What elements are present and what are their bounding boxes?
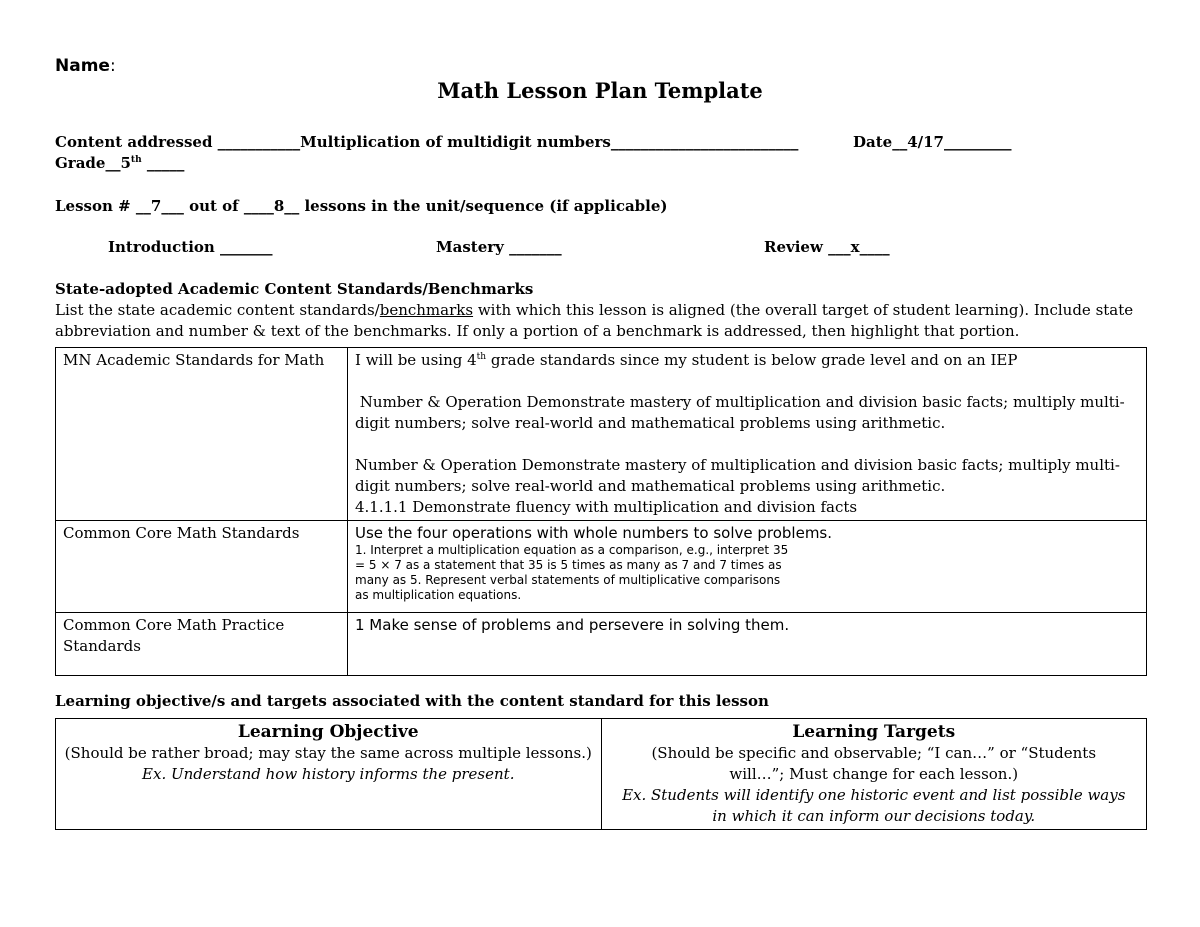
content-blank-pre: ___________ xyxy=(217,133,301,151)
mastery-blank: _______ xyxy=(509,238,562,256)
review-value: x xyxy=(850,238,860,256)
row-label: Common Core Math Standards xyxy=(56,521,348,613)
table-row xyxy=(56,613,1147,676)
learning-objective-cell xyxy=(56,719,602,830)
content-value: Multiplication of multidigit numbers xyxy=(300,133,611,151)
lesson-number-line xyxy=(55,197,668,215)
cc-line1: Use the four operations with whole numbers to solve problems. xyxy=(355,524,833,542)
date-blank-pre: __ xyxy=(892,133,908,151)
learning-targets-title: Learning Targets xyxy=(792,722,956,742)
objectives-table xyxy=(55,718,1147,830)
lesson-blank-post: ___ xyxy=(161,197,184,215)
date-line xyxy=(853,133,1012,151)
grade-blank-post: _____ xyxy=(141,154,185,172)
name-colon: : xyxy=(109,56,116,76)
content-label: Content addressed xyxy=(55,133,218,151)
standards-table xyxy=(55,347,1147,676)
review-line xyxy=(764,238,890,256)
learning-targets-cell xyxy=(601,719,1147,830)
mn-line1 xyxy=(355,350,1139,371)
learning-targets-desc: (Should be specific and observable; “I can…” or “Students will…”; Must change for each lesson.) xyxy=(651,744,1097,783)
mn-line1-pre: I will be using 4 xyxy=(355,351,477,369)
cc-small-line: = 5 × 7 as a statement that 35 is 5 times as many as 7 and 7 times as xyxy=(355,558,782,572)
table-row xyxy=(56,719,1147,830)
ccp-line1: 1 Make sense of problems and persevere in solving them. xyxy=(355,616,790,634)
table-row xyxy=(56,348,1147,521)
mastery-line xyxy=(436,238,562,256)
mn-para3: Number & Operation Demonstrate mastery of multiplication and division basic facts; multiply multi-digit numbers; solve real-world and mathematical problems using arithmetic. xyxy=(355,456,1120,495)
mastery-label: Mastery xyxy=(436,238,510,256)
introduction-label: Introduction xyxy=(108,238,221,256)
lesson-label: Lesson # xyxy=(55,197,136,215)
learning-objective-example: Ex. Understand how history informs the present. xyxy=(142,765,515,783)
date-blank-post: _________ xyxy=(944,133,1012,151)
lessons-suffix: lessons in the unit/sequence (if applicable) xyxy=(299,197,668,215)
mn-line1-post: grade standards since my student is below grade level and on an IEP xyxy=(486,351,1018,369)
learning-targets-example: Ex. Students will identify one historic event and list possible ways in which it can inform our decisions today. xyxy=(622,786,1126,825)
objectives-heading: Learning objective/s and targets associated with the content standard for this lesson xyxy=(55,692,769,710)
row-label: MN Academic Standards for Math xyxy=(56,348,348,521)
name-label: Name xyxy=(55,56,110,76)
introduction-line xyxy=(108,238,273,256)
lesson-value: 7 xyxy=(150,197,162,215)
grade-line xyxy=(55,154,184,172)
grade-label: Grade xyxy=(55,154,106,172)
standards-description xyxy=(55,300,1145,342)
review-blank-pre: ___ xyxy=(828,238,851,256)
learning-objective-desc: (Should be rather broad; may stay the same across multiple lessons.) xyxy=(64,744,592,762)
review-label: Review xyxy=(764,238,829,256)
mn-line1-sup: th xyxy=(476,352,487,362)
row-content xyxy=(348,613,1147,676)
lesson-blank-pre: __ xyxy=(135,197,151,215)
page-title: Math Lesson Plan Template xyxy=(437,78,763,103)
name-field xyxy=(55,56,116,76)
cc-small-line: as multiplication equations. xyxy=(355,588,522,602)
out-of-value: 8 xyxy=(273,197,285,215)
cc-small-line: 1. Interpret a multiplication equation as a comparison, e.g., interpret 35 xyxy=(355,543,789,557)
introduction-blank: _______ xyxy=(220,238,273,256)
standards-desc-part2: with which this lesson is aligned (the overall target of student learning). Include state abbreviation and number & text of the benchmarks. If only a portion of a benchmark is addressed, then highlight that portion. xyxy=(55,301,1134,340)
mn-para2: Number & Operation Demonstrate mastery of multiplication and division basic facts; multiply multi-digit numbers; solve real-world and mathematical problems using arithmetic. xyxy=(355,393,1125,432)
standards-heading: State-adopted Academic Content Standards/Benchmarks xyxy=(55,280,534,298)
grade-value: 5 xyxy=(120,154,131,172)
standards-desc-underlined: benchmarks xyxy=(379,301,474,319)
table-row xyxy=(56,521,1147,613)
content-addressed-line xyxy=(55,133,798,151)
mn-para4: 4.1.1.1 Demonstrate fluency with multiplication and division facts xyxy=(355,498,858,516)
standards-desc-part1: List the state academic content standards/ xyxy=(55,301,380,319)
date-value: 4/17 xyxy=(907,133,944,151)
review-blank-post: ____ xyxy=(859,238,890,256)
grade-superscript: th xyxy=(130,155,142,165)
row-label: Common Core Math Practice Standards xyxy=(56,613,348,676)
cc-small-line: many as 5. Represent verbal statements of multiplicative comparisons xyxy=(355,573,781,587)
date-label: Date xyxy=(853,133,893,151)
row-content xyxy=(348,521,1147,613)
learning-objective-title: Learning Objective xyxy=(237,722,419,742)
grade-blank-pre: __ xyxy=(105,154,121,172)
out-of-blank-post: __ xyxy=(284,197,300,215)
out-of-blank-pre: ____ xyxy=(243,197,274,215)
out-of-label: out of xyxy=(183,197,244,215)
content-blank-post: _________________________ xyxy=(610,133,799,151)
row-content xyxy=(348,348,1147,521)
